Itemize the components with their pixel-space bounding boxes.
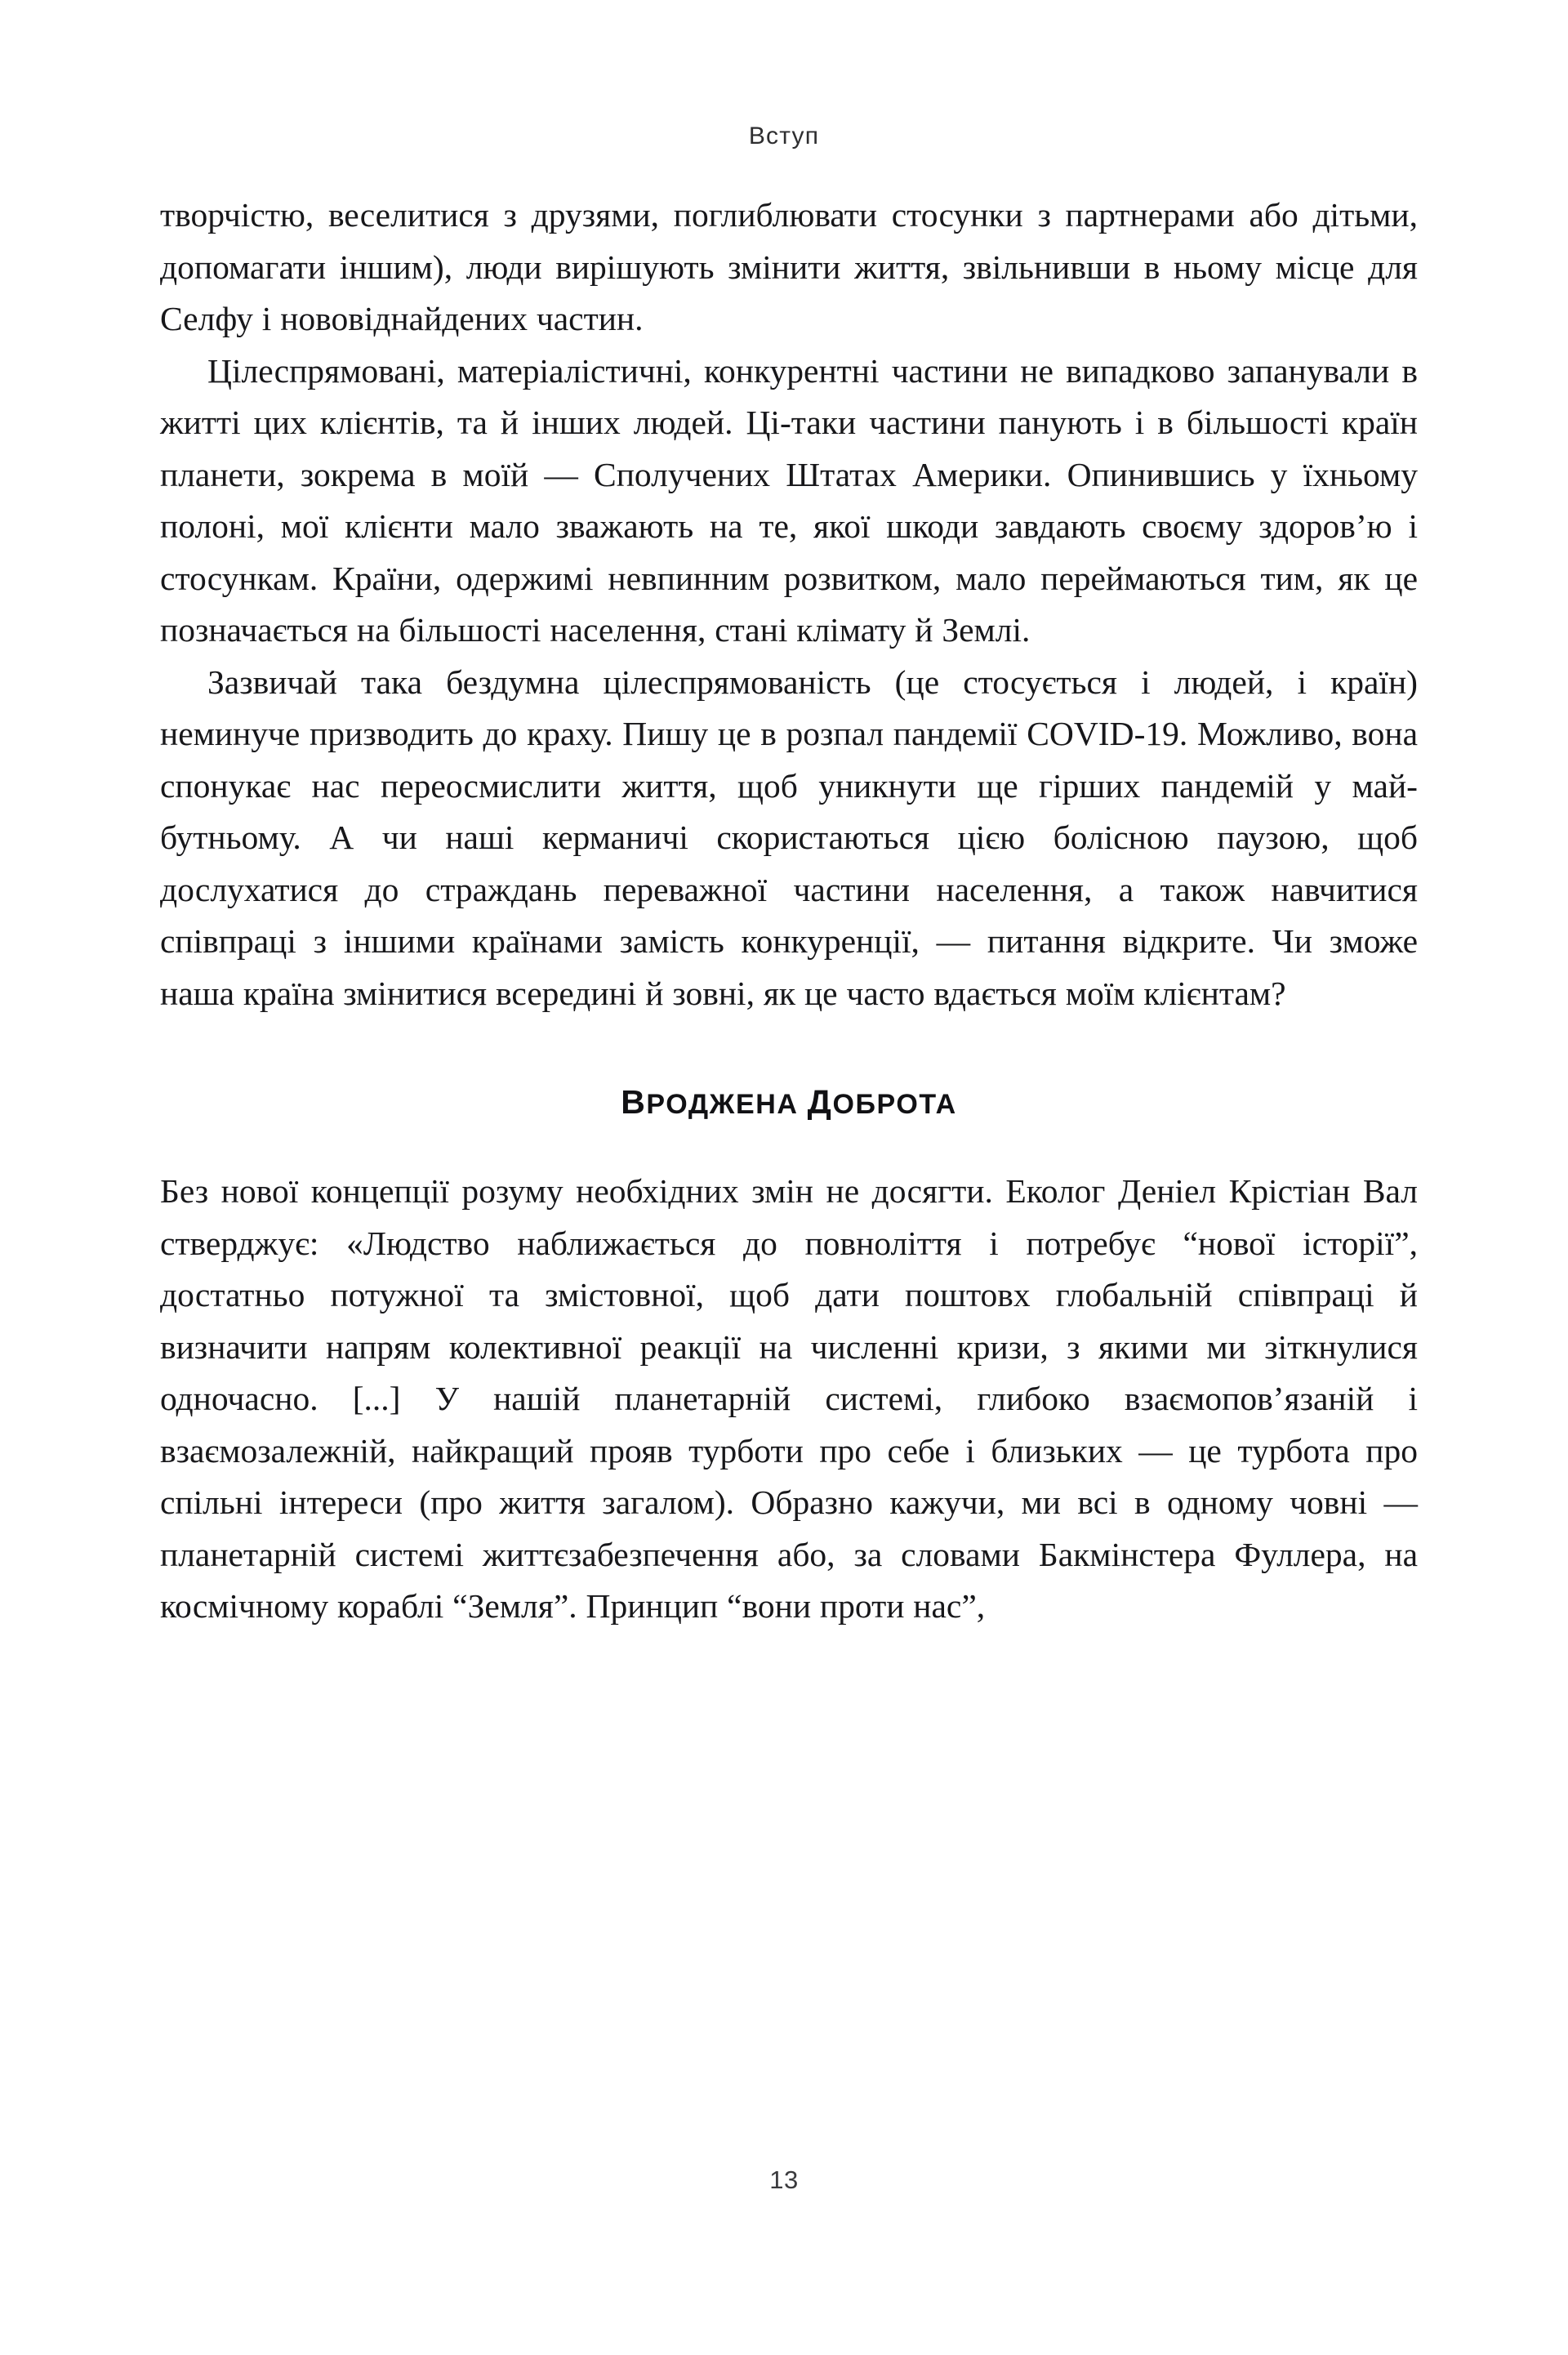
paragraph-continued: творчістю, веселитися з друзями, поглиблювати стосунки з партнерами або дітьми, допомагати іншим), люди вирішують змінити життя, звільнивши в ньому місце для Селфу і нововіднайдених частин. — [160, 196, 1418, 337]
paragraph-purposeful-parts: Цілеспрямовані, матеріалістичні, конкурентні частини не випадково запанували в житті цих клієнтів, та й інших людей. Ці-таки частини панують і в більшості країн планети, зокрема в моїй — Сполучених Штатах Америки. Опинившись у їхньому полоні, мої клієнти мало зважають на те, якої шкоди завдають своєму здоров’ю і стосункам. Країни, одержимі невпинним розвитком, мало переймаються тим, як це позначається на більшості населення, стані клімату й Землі. — [160, 351, 1418, 649]
section-heading-cap-1: В — [621, 1083, 647, 1121]
section-heading-rest-1: РОДЖЕНА — [646, 1089, 799, 1120]
running-head: Вступ — [748, 123, 820, 149]
section-heading-cap-2: Д — [807, 1083, 833, 1121]
section-heading-rest-2: ОБРОТА — [832, 1089, 957, 1120]
section-heading — [160, 1019, 1418, 1166]
paragraph-mindless-purpose: Зазвичай така бездумна цілеспрямованість (це стосується і людей, і країн) неминуче призводить до краху. Пишу це в розпал пандемії COVID-19. Можливо, вона спонукає нас переосмислити життя, щоб уникнути ще гірших пандемій у майбутньому. А чи наші керманичі скористаються цією болісною паузою, щоб дослухатися до страждань переважної частини населення, а також навчитися співпраці з іншими країнами замість конкуренції, — питання відкрите. Чи зможе наша країна змінитися всередині й зовні, як це часто вдається моїм клієнтам? — [160, 662, 1418, 1012]
text-column — [160, 190, 1418, 1633]
section-heading-space — [799, 1089, 808, 1120]
page-number: 13 — [769, 2165, 799, 2194]
paragraph-new-concept: Без нової концепції розуму необхідних змін не досягти. Еколог Деніел Крістіан Вал стверджує: «Людство наближається до повноліття і потребує “нової історії”, достатньо потужної та змістовної, щоб дати поштовх глобальній співпраці й визначити напрям колективної реакції на численні кризи, з якими ми зіткнулися одночасно. [...] У нашій планетарній системі, глибоко взаємопов’язаній і взаємозалежній, найкращий прояв турботи про себе і близьких — це турбота про спільні інтереси (про життя загалом). Образно кажучи, ми всі в одному човні — планетарній системі життєзабезпечення або, за словами Бакмінстера Фуллера, на космічному кораблі “Земля”. Принцип “вони проти нас”, — [160, 1172, 1418, 1625]
